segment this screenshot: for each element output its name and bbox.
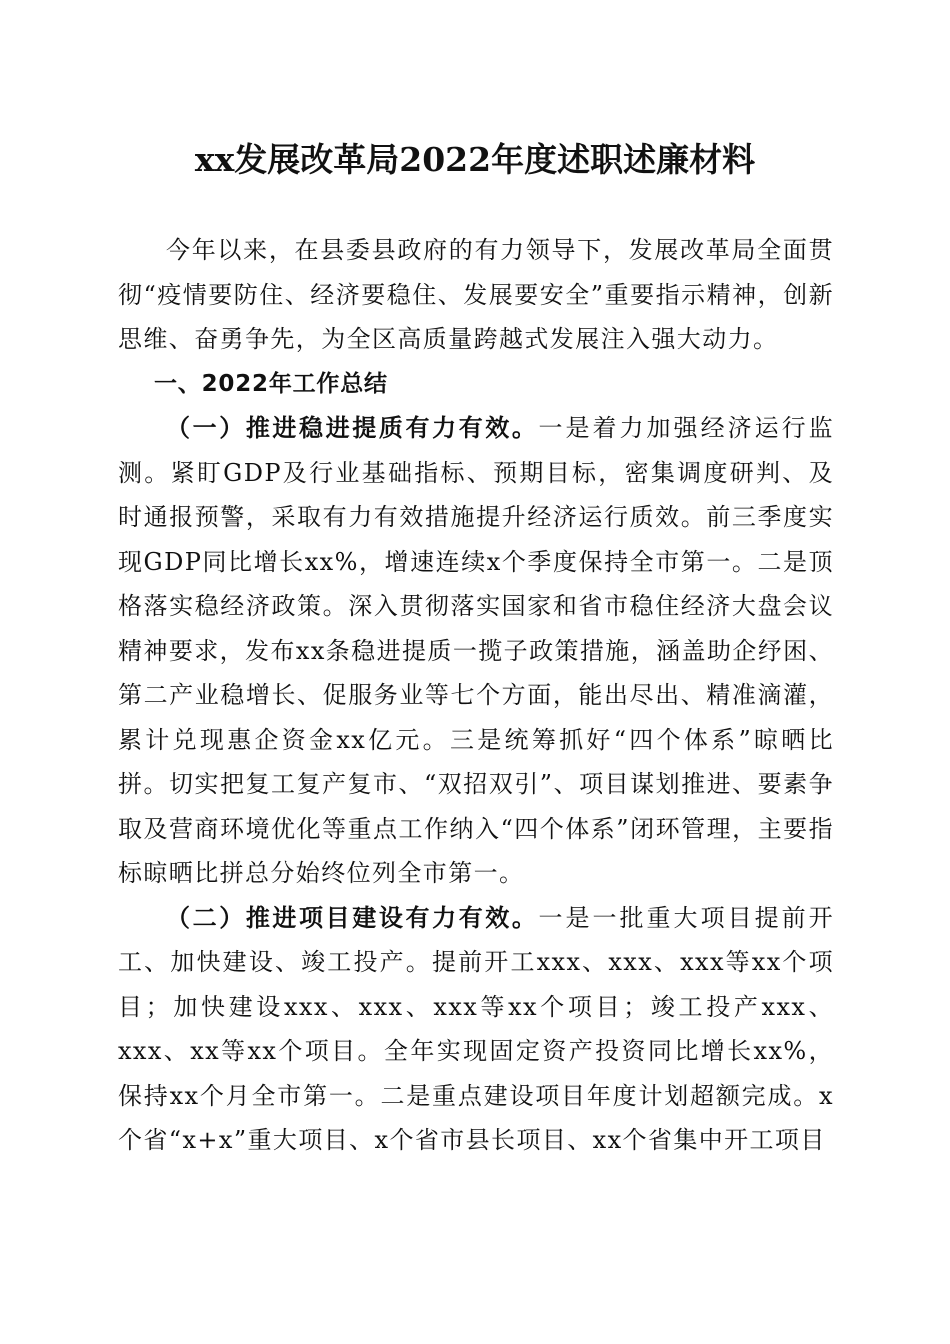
paragraph-item-1 (118, 406, 834, 896)
document-body (118, 228, 834, 1163)
item-1-lead: （一）推进稳进提质有力有效。 (166, 414, 539, 442)
section-heading-2022-summary: 一、2022年工作总结 (154, 370, 388, 397)
paragraph-item-2 (118, 896, 834, 1163)
item-1-text: 一是着力加强经济运行监测。紧盯GDP及行业基础指标、预期目标，密集调度研判、及时通报预警，采取有力有效措施提升经济运行质效。前三季度实现GDP同比增长xx%，增速连续x个季度保持全市第一。二是顶格落实稳经济政策。深入贯彻落实国家和省市稳住经济大盘会议精神要求，发布xx条稳进提质一揽子政策措施，涵盖助企纾困、第二产业稳增长、促服务业等七个方面，能出尽出、精准滴灌，累计兑现惠企资金xx亿元。三是统筹抓好“四个体系”晾晒比拼。切实把复工复产复市、“双招双引”、项目谋划推进、要素争取及营商环境优化等重点工作纳入“四个体系”闭环管理，主要指标晾晒比拼总分始终位列全市第一。 (118, 414, 834, 887)
intro-paragraph: 今年以来，在县委县政府的有力领导下，发展改革局全面贯彻“疫情要防住、经济要稳住、发展要安全”重要指示精神，创新思维、奋勇争先，为全区高质量跨越式发展注入强大动力。 (118, 236, 834, 353)
item-2-text: 一是一批重大项目提前开工、加快建设、竣工投产。提前开工xxx、xxx、xxx等xx个项目；加快建设xxx、xxx、xxx等xx个项目；竣工投产xxx、xxx、xx等xx个项目。全年实现固定资产投资同比增长xx%，保持xx个月全市第一。二是重点建设项目年度计划超额完成。x个省“x+x”重大项目、x个省市县长项目、xx个省集中开工项目 (118, 903, 834, 1154)
item-2-lead: （二）推进项目建设有力有效。 (166, 903, 539, 932)
document-title: xx发展改革局2022年度述职述廉材料 (194, 140, 756, 179)
